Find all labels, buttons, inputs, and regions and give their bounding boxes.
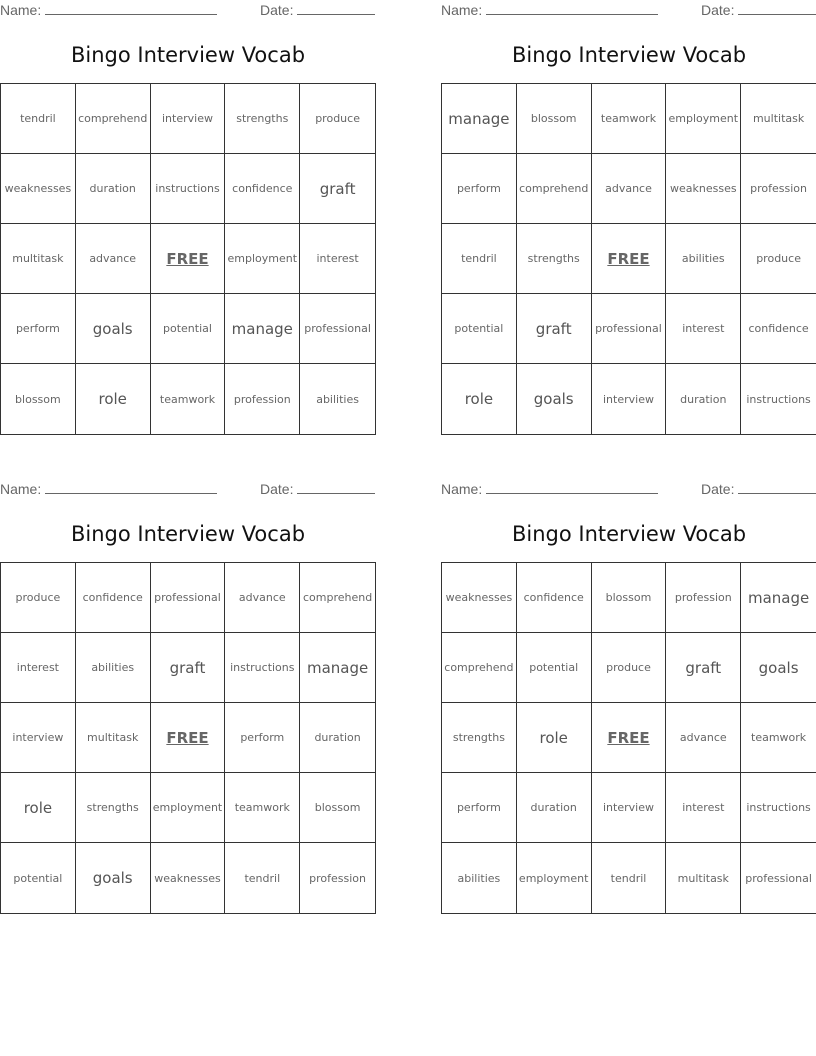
- bingo-cell: graft: [517, 294, 592, 364]
- date-field[interactable]: [738, 481, 816, 494]
- name-field[interactable]: [486, 481, 658, 494]
- bingo-cell: abilities: [666, 224, 741, 294]
- bingo-cell: advance: [76, 224, 151, 294]
- date-field[interactable]: [738, 2, 816, 15]
- bingo-cell: weaknesses: [666, 154, 741, 224]
- bingo-cell: manage: [225, 294, 300, 364]
- date-label: Date:: [701, 481, 735, 497]
- card-title: Bingo Interview Vocab: [70, 43, 306, 67]
- bingo-cell: multitask: [76, 703, 151, 773]
- bingo-cell: profession: [225, 364, 300, 434]
- card-header: [441, 481, 816, 499]
- bingo-cell: produce: [1, 563, 76, 633]
- bingo-cell: abilities: [316, 392, 359, 406]
- bingo-cell: advance: [592, 154, 667, 224]
- bingo-cell: duration: [300, 703, 375, 773]
- bingo-cell: duration: [666, 364, 741, 434]
- bingo-cell: blossom: [1, 364, 76, 434]
- bingo-cell: teamwork: [741, 703, 816, 773]
- bingo-cell: perform: [225, 703, 300, 773]
- bingo-cell: teamwork: [592, 84, 667, 154]
- bingo-cell: goals: [76, 294, 151, 364]
- bingo-cell: interview: [1, 703, 76, 773]
- bingo-cell: comprehend: [442, 633, 517, 703]
- bingo-cell: produce: [592, 633, 667, 703]
- bingo-cell: interview: [592, 364, 667, 434]
- bingo-cell: employment: [666, 84, 741, 154]
- date-field[interactable]: [297, 2, 375, 15]
- bingo-cell: comprehend: [76, 84, 151, 154]
- bingo-cell: manage: [442, 84, 517, 154]
- name-label: Name:: [441, 481, 483, 497]
- bingo-cell: produce: [741, 224, 816, 294]
- free-space: FREE: [151, 703, 226, 773]
- bingo-cell: perform: [1, 294, 76, 364]
- bingo-cell: duration: [76, 154, 151, 224]
- bingo-cell: teamwork: [225, 773, 300, 843]
- name-label: Name:: [0, 2, 42, 18]
- bingo-cell: tendril: [225, 843, 300, 913]
- bingo-cell: comprehend: [517, 154, 592, 224]
- name-label: Name:: [0, 481, 42, 497]
- card-title: Bingo Interview Vocab: [511, 43, 747, 67]
- bingo-card-4: [441, 479, 816, 915]
- date-label: Date:: [701, 2, 735, 18]
- bingo-cell: professional: [592, 294, 667, 364]
- bingo-cell: potential: [151, 294, 226, 364]
- bingo-cell: abilities: [76, 633, 151, 703]
- bingo-cell: blossom: [592, 563, 667, 633]
- bingo-cell: instructions: [746, 392, 811, 406]
- bingo-cell: multitask: [1, 224, 76, 294]
- name-label: Name:: [441, 2, 483, 18]
- bingo-cell: interest: [666, 773, 741, 843]
- bingo-cell: tendril: [442, 224, 517, 294]
- bingo-grid: [0, 562, 376, 914]
- bingo-cell: interview: [592, 773, 667, 843]
- date-field[interactable]: [297, 481, 375, 494]
- bingo-cell: weaknesses: [1, 154, 76, 224]
- bingo-cell: manage: [300, 633, 375, 703]
- bingo-cell: professional: [300, 294, 375, 364]
- bingo-cell: goals: [741, 633, 816, 703]
- bingo-cell: manage: [741, 563, 816, 633]
- name-field[interactable]: [45, 481, 217, 494]
- bingo-cell: blossom: [300, 773, 375, 843]
- bingo-cell: weaknesses: [442, 563, 517, 633]
- bingo-cell: goals: [517, 364, 592, 434]
- bingo-cell: graft: [666, 633, 741, 703]
- bingo-cell: strengths: [225, 84, 300, 154]
- bingo-cell: role: [1, 773, 76, 843]
- bingo-cell: profession: [741, 154, 816, 224]
- bingo-cell: tendril: [592, 843, 667, 913]
- bingo-cell: interest: [1, 633, 76, 703]
- free-space: FREE: [151, 224, 226, 294]
- bingo-card-3: [0, 479, 376, 915]
- bingo-cell: graft: [300, 154, 375, 224]
- bingo-cell: potential: [442, 294, 517, 364]
- bingo-cell: instructions: [225, 633, 300, 703]
- date-label: Date:: [260, 481, 294, 497]
- bingo-cell: perform: [442, 773, 517, 843]
- bingo-cell: professional: [151, 563, 226, 633]
- bingo-cell: employment: [225, 224, 300, 294]
- bingo-cell: weaknesses: [151, 843, 226, 913]
- bingo-cell: graft: [151, 633, 226, 703]
- card-title: Bingo Interview Vocab: [70, 522, 306, 546]
- bingo-cell: tendril: [1, 84, 76, 154]
- bingo-cell: confidence: [517, 563, 592, 633]
- card-header: [0, 481, 376, 499]
- bingo-card-1: [0, 0, 376, 436]
- bingo-cell: multitask: [741, 84, 816, 154]
- bingo-cell: produce: [300, 84, 375, 154]
- bingo-cell: instructions: [741, 773, 816, 843]
- bingo-cell: role: [517, 703, 592, 773]
- bingo-cell: profession: [666, 563, 741, 633]
- bingo-cell: professional: [745, 871, 812, 885]
- bingo-cell: comprehend: [300, 563, 375, 633]
- bingo-cell: potential: [1, 843, 76, 913]
- bingo-cell: confidence: [741, 294, 816, 364]
- bingo-cell: duration: [517, 773, 592, 843]
- bingo-cell: strengths: [442, 703, 517, 773]
- bingo-cell: confidence: [76, 563, 151, 633]
- name-field[interactable]: [486, 2, 658, 15]
- bingo-card-2: [441, 0, 816, 436]
- bingo-cell: strengths: [76, 773, 151, 843]
- bingo-cell: instructions: [151, 154, 226, 224]
- bingo-cell: employment: [151, 773, 226, 843]
- bingo-cell: interview: [151, 84, 226, 154]
- bingo-cell: strengths: [517, 224, 592, 294]
- card-header: [441, 2, 816, 20]
- date-label: Date:: [260, 2, 294, 18]
- bingo-cell: interest: [300, 224, 375, 294]
- bingo-grid: [0, 83, 376, 435]
- bingo-cell: advance: [225, 563, 300, 633]
- bingo-grid: [441, 83, 816, 435]
- bingo-cell: teamwork: [151, 364, 226, 434]
- bingo-grid: [441, 562, 816, 914]
- bingo-cell: perform: [442, 154, 517, 224]
- name-field[interactable]: [45, 2, 217, 15]
- bingo-cell: employment: [517, 843, 592, 913]
- bingo-cell: advance: [666, 703, 741, 773]
- bingo-cell: role: [76, 364, 151, 434]
- bingo-cell: blossom: [517, 84, 592, 154]
- bingo-cell: interest: [666, 294, 741, 364]
- bingo-cell: goals: [76, 843, 151, 913]
- card-title: Bingo Interview Vocab: [511, 522, 747, 546]
- free-space: FREE: [592, 703, 667, 773]
- bingo-cell: role: [442, 364, 517, 434]
- bingo-cell: abilities: [442, 843, 517, 913]
- bingo-cell: potential: [517, 633, 592, 703]
- bingo-cell: profession: [309, 871, 367, 885]
- bingo-cell: confidence: [225, 154, 300, 224]
- bingo-cell: multitask: [666, 843, 741, 913]
- free-space: FREE: [592, 224, 667, 294]
- card-header: [0, 2, 376, 20]
